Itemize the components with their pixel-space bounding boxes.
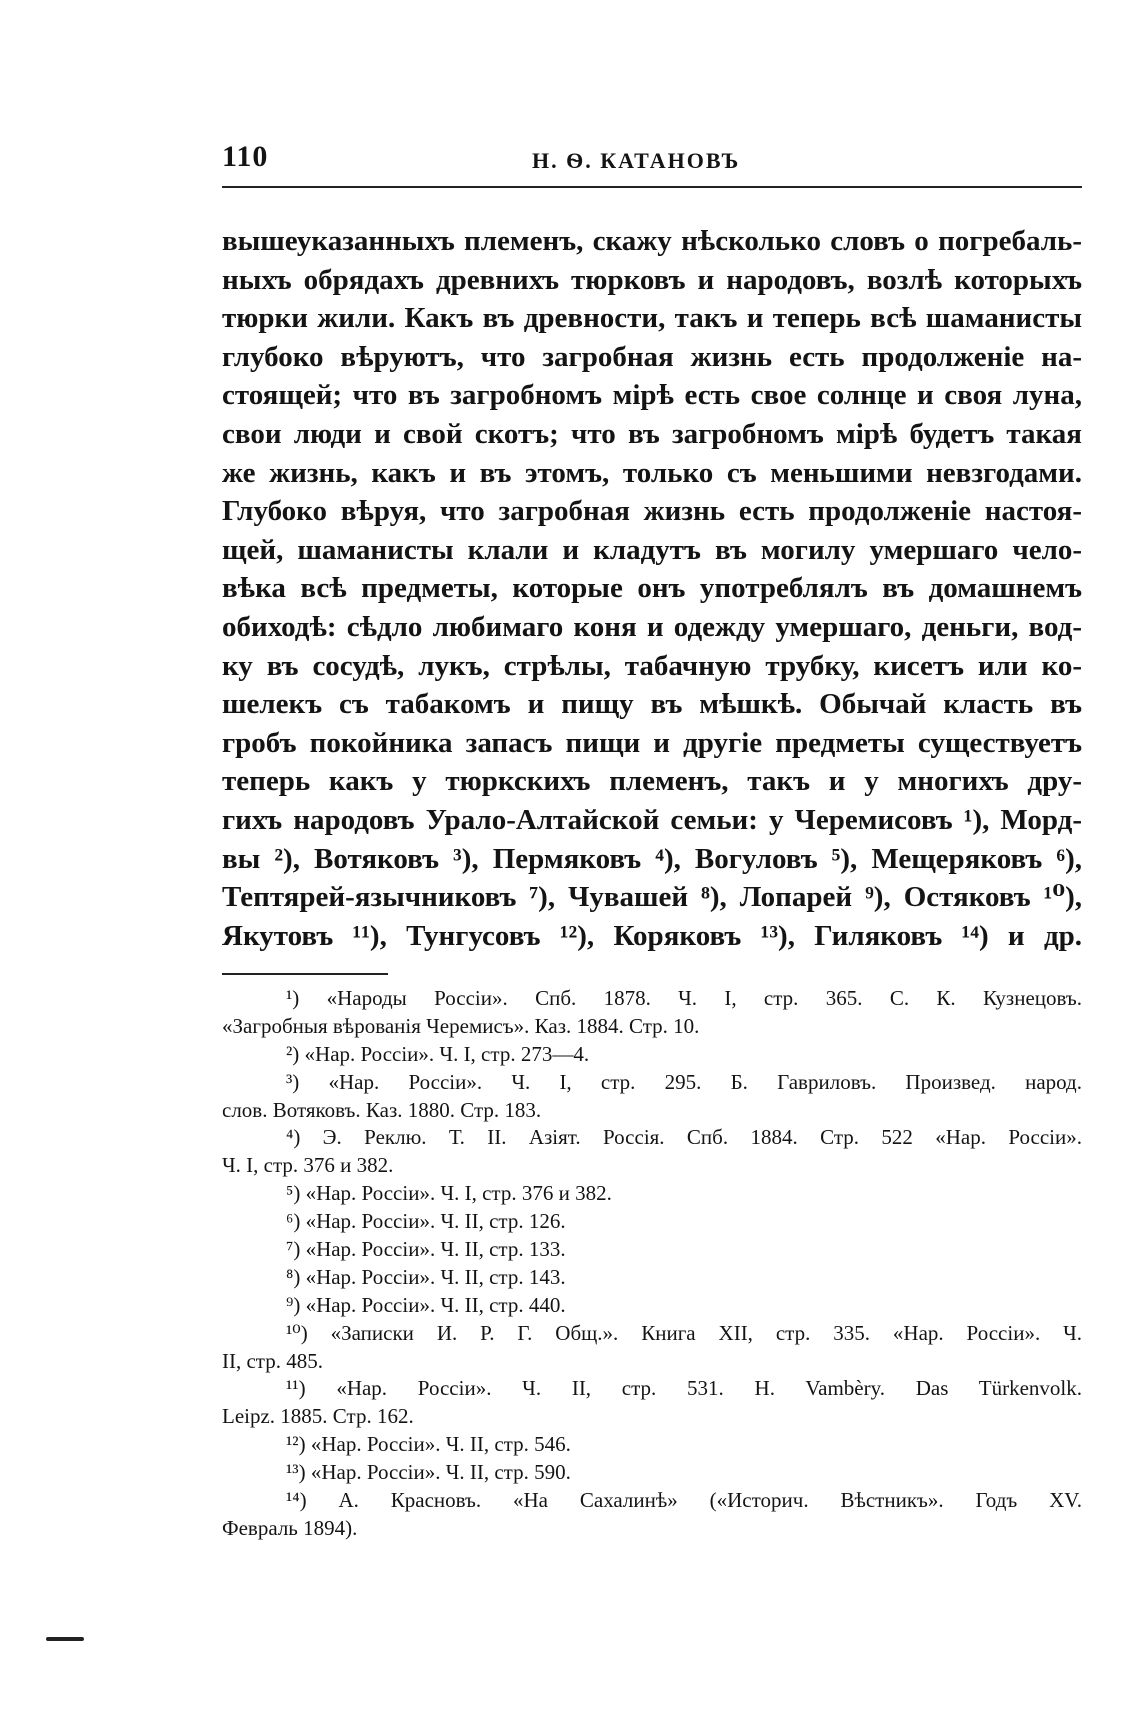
footnote-line: ⁴) Э. Реклю. Т. II. Азіят. Россія. Спб. 1884. Стр. 522 «Нар. Россіи». (286, 1125, 1082, 1150)
main-text (222, 222, 1082, 955)
body-line: тюрки жили. Какъ въ древности, такъ и теперь всѣ шаманисты (222, 302, 1082, 335)
footnote-line: ¹¹) «Нар. Россіи». Ч. II, стр. 531. H. Vambèry. Das Türkenvolk. (286, 1376, 1082, 1401)
footnote-line: ¹³) «Нар. Россіи». Ч. II, стр. 590. (286, 1460, 571, 1485)
header-rule (222, 186, 1082, 188)
body-line: ку въ сосудѣ, лукъ, стрѣлы, табачную трубку, кисетъ или ко- (222, 649, 1082, 682)
footnote-line: ³) «Нар. Россіи». Ч. I, стр. 295. Б. Гавриловъ. Произвед. народ. (286, 1069, 1082, 1094)
running-head: Н. Ѳ. КАТАНОВЪ (532, 148, 741, 173)
body-line: вы ²), Вотяковъ ³), Пермяковъ ⁴), Вогуловъ ⁵), Мещеряковъ ⁶), (222, 842, 1082, 875)
footnote-line: ⁸) «Нар. Россіи». Ч. II, стр. 143. (286, 1264, 566, 1289)
footnotes (222, 985, 1082, 1543)
body-line: гробъ покойника запасъ пищи и другіе предметы существуетъ (222, 726, 1082, 759)
page-number: 110 (222, 140, 269, 173)
margin-mark (46, 1637, 84, 1641)
body-line: обиходѣ: сѣдло любимаго коня и одежду умершаго, деньги, вод- (222, 610, 1082, 643)
footnote-line: II, стр. 485. (222, 1348, 323, 1373)
body-line: Тептярей-язычниковъ ⁷), Чувашей ⁸), Лопарей ⁹), Остяковъ ¹⁰), (222, 881, 1082, 914)
footnote-line: Февраль 1894). (222, 1515, 358, 1540)
footnote-line: ²) «Нар. Россіи». Ч. I, стр. 273—4. (286, 1041, 590, 1066)
body-line: теперь какъ у тюркскихъ племенъ, такъ и у многихъ дру- (222, 765, 1082, 798)
footnote-rule (222, 973, 388, 975)
body-line: стоящей; что въ загробномъ мірѣ есть свое солнце и своя луна, (222, 379, 1082, 412)
footnote-line: ¹⁰) «Записки И. Р. Г. Общ.». Книга XII, стр. 335. «Нар. Россіи». Ч. (286, 1320, 1082, 1345)
body-line: щей, шаманисты клали и кладутъ въ могилу умершаго чело- (222, 533, 1082, 566)
body-line: Якутовъ ¹¹), Тунгусовъ ¹²), Коряковъ ¹³), Гиляковъ ¹⁴) и др. (222, 919, 1082, 952)
body-line: гихъ народовъ Урало-Алтайской семьи: у Черемисовъ ¹), Морд- (222, 803, 1082, 836)
footnote-line: ⁶) «Нар. Россіи». Ч. II, стр. 126. (286, 1209, 566, 1234)
body-line: ныхъ обрядахъ древнихъ тюрковъ и народовъ, возлѣ которыхъ (222, 263, 1082, 296)
body-line: Глубоко вѣруя, что загробная жизнь есть продолженіе настоя- (222, 495, 1082, 528)
footnote-line: Ч. I, стр. 376 и 382. (222, 1153, 394, 1178)
footnote-line: «Загробныя вѣрованія Черемисъ». Каз. 1884. Стр. 10. (222, 1013, 700, 1038)
footnote-line: Leipz. 1885. Стр. 162. (222, 1404, 414, 1429)
footnote-line: ⁷) «Нар. Россіи». Ч. II, стр. 133. (286, 1237, 566, 1262)
footnote-line: ¹²) «Нар. Россіи». Ч. II, стр. 546. (286, 1432, 571, 1457)
footnote-line: ⁵) «Нар. Россіи». Ч. I, стр. 376 и 382. (286, 1181, 612, 1206)
body-line: вѣка всѣ предметы, которые онъ употреблялъ въ домашнемъ (222, 572, 1082, 605)
footnote-line: ¹⁴) А. Красновъ. «На Сахалинѣ» («Историч. Вѣстникъ». Годъ XV. (286, 1488, 1082, 1513)
footnote-line: слов. Вотяковъ. Каз. 1880. Стр. 183. (222, 1097, 542, 1122)
footnote-line: ⁹) «Нар. Россіи». Ч. II, стр. 440. (286, 1292, 566, 1317)
body-line: вышеуказанныхъ племенъ, скажу нѣсколько словъ о погребаль- (222, 225, 1082, 257)
page-header (222, 140, 1082, 182)
body-line: свои люди и свой скотъ; что въ загробномъ мірѣ будетъ такая (222, 417, 1082, 450)
footnote-line: ¹) «Народы Россіи». Спб. 1878. Ч. I, стр. 365. С. К. Кузнецовъ. (286, 986, 1082, 1010)
body-line: шелекъ съ табакомъ и пищу въ мѣшкѣ. Обычай класть въ (222, 688, 1082, 721)
body-line: глубоко вѣруютъ, что загробная жизнь есть продолженіе на- (222, 340, 1082, 373)
body-line: же жизнь, какъ и въ этомъ, только съ меньшими невзгодами. (222, 456, 1082, 489)
